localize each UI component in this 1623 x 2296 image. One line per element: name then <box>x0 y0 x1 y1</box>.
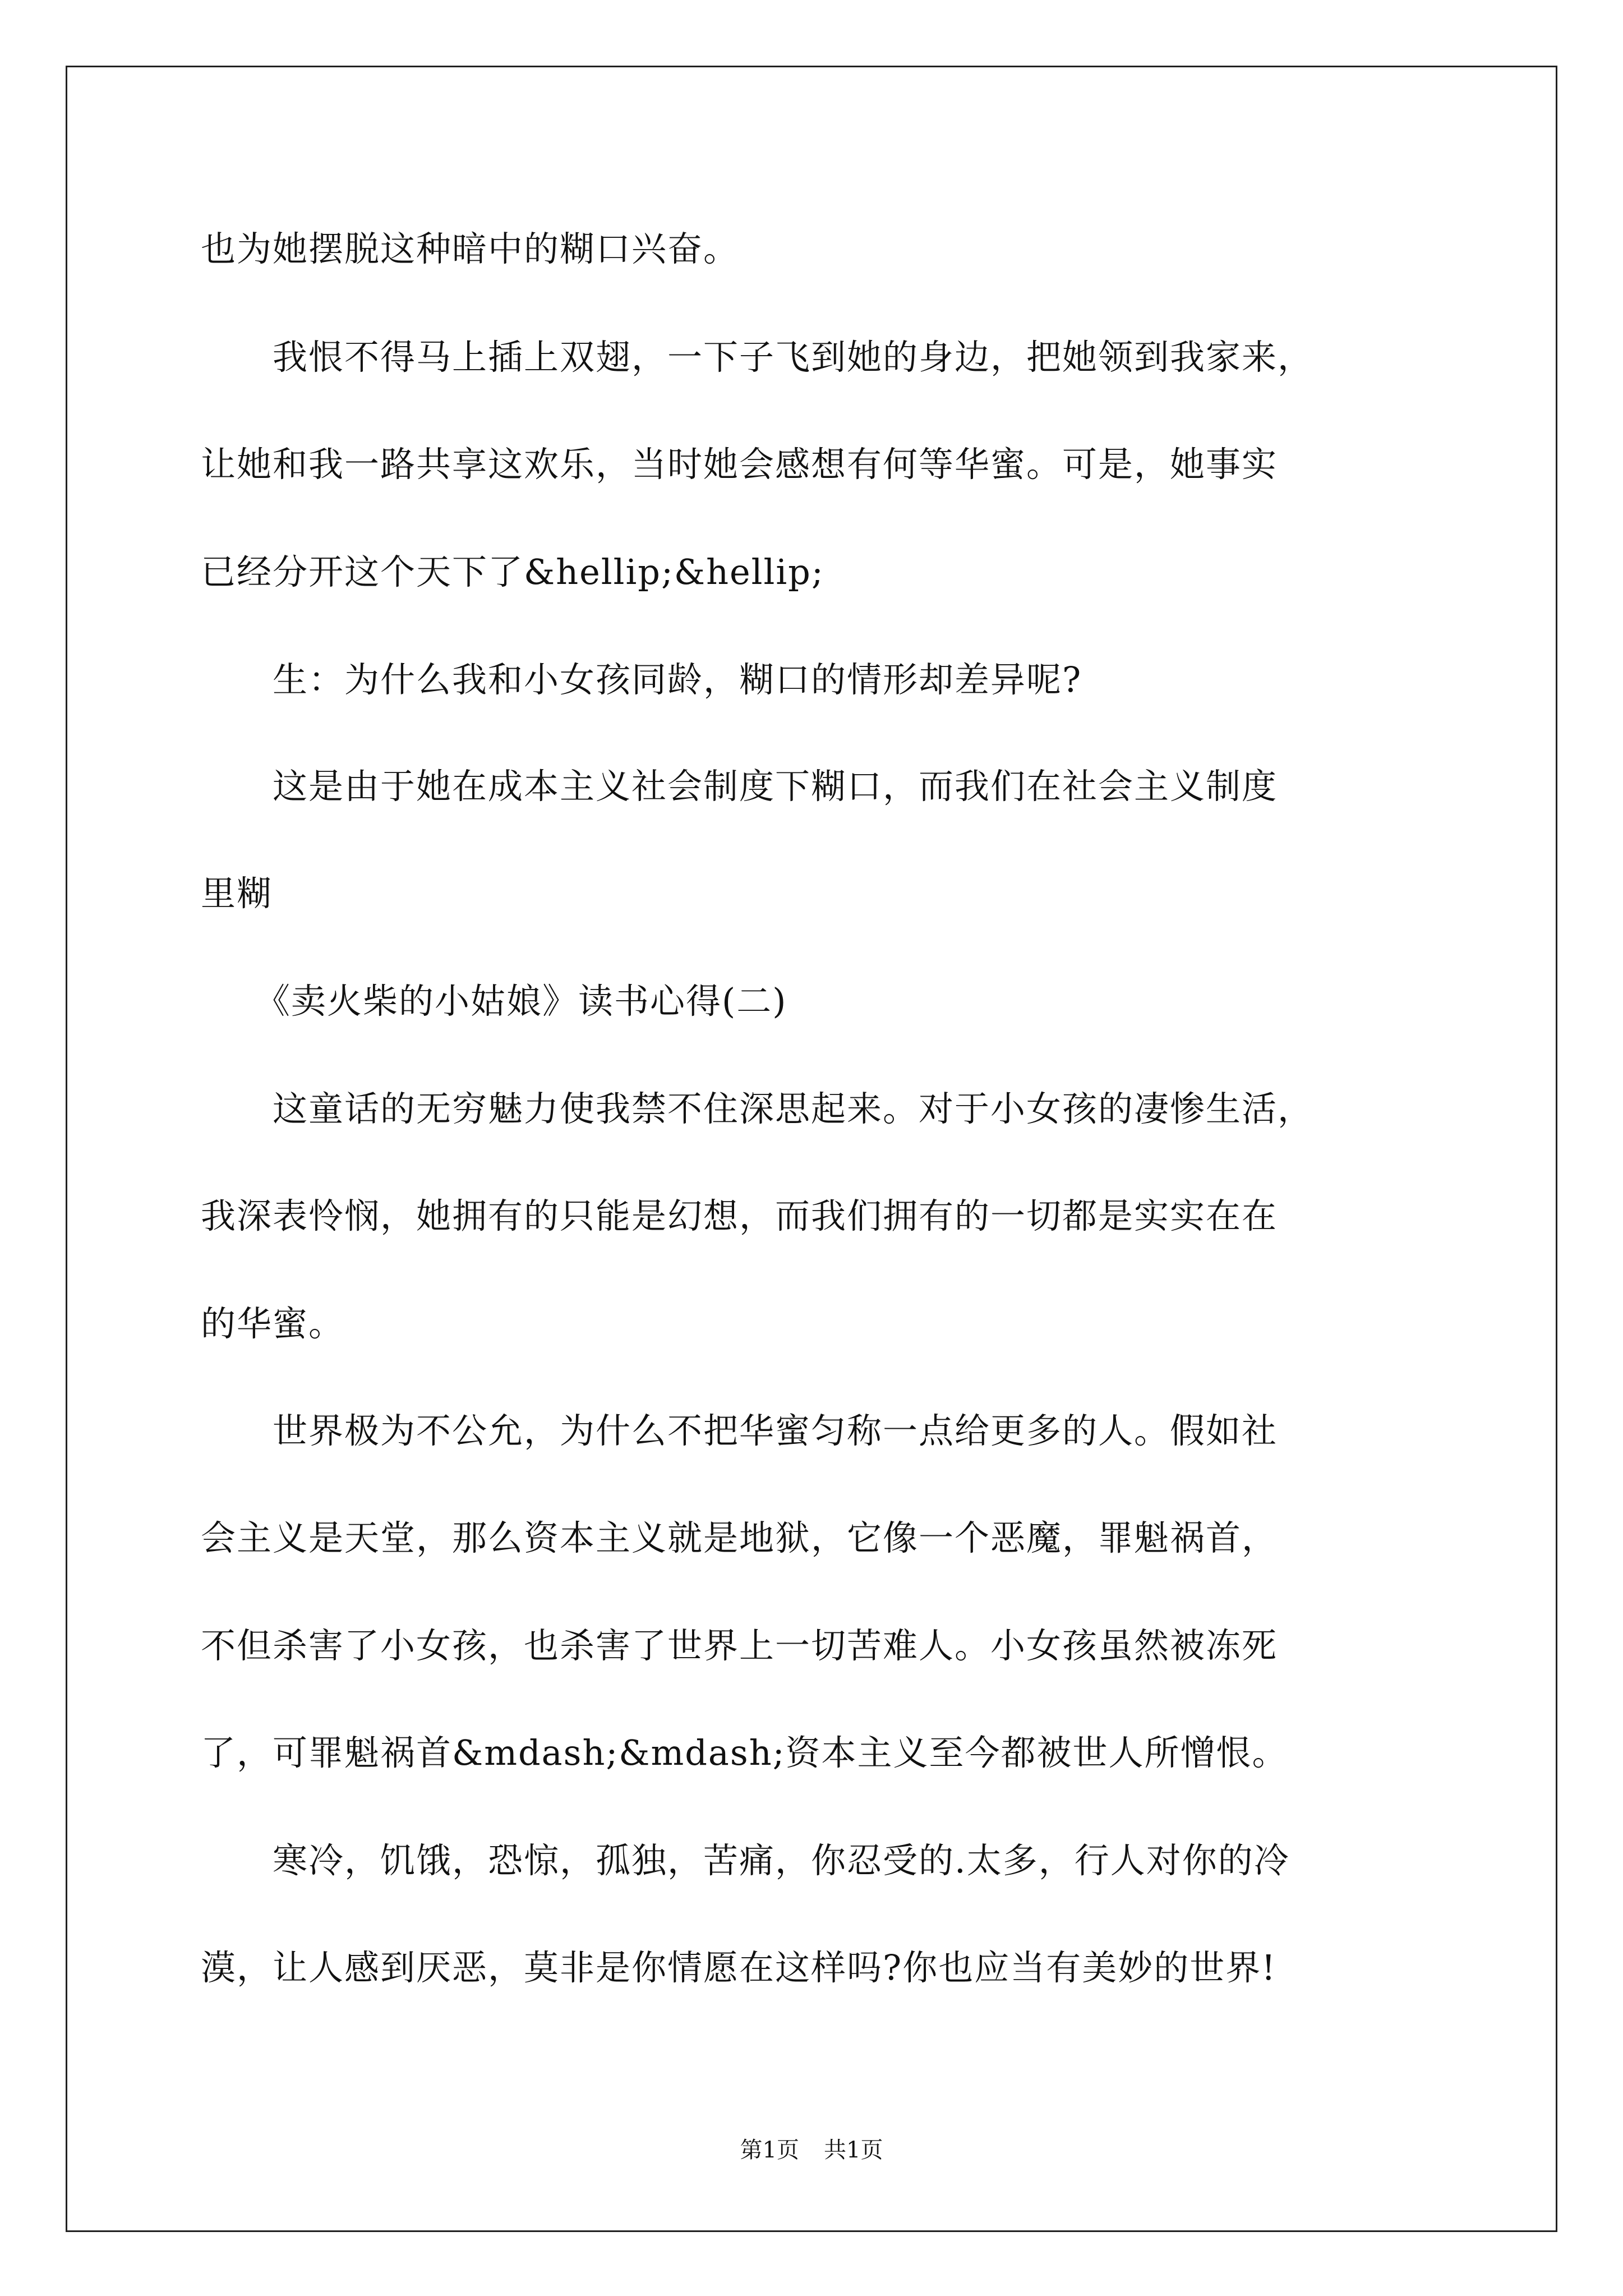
text-line-11: 的华蜜。 <box>201 1303 345 1344</box>
text-line-10: 我深表怜悯，她拥有的只能是幻想，而我们拥有的一切都是实实在在 <box>201 1195 1278 1236</box>
text-line-16: 寒冷，饥饿，恐惊，孤独，苦痛，你忍受的.太多，行人对你的冷 <box>201 1840 1290 1881</box>
text-line-13: 会主义是天堂，那么资本主义就是地狱，它像一个恶魔，罪魁祸首， <box>201 1517 1278 1558</box>
text-line-15: 了，可罪魁祸首&mdash;&mdash;资本主义至今都被世人所憎恨。 <box>201 1732 1288 1773</box>
page-number: 第1页 <box>740 2137 799 2163</box>
text-line-17: 漠，让人感到厌恶，莫非是你情愿在这样吗?你也应当有美妙的世界! <box>201 1947 1277 1988</box>
text-line-4: 已经分开这个天下了&hellip;&hellip; <box>201 551 824 592</box>
text-line-6: 这是由于她在成本主义社会制度下糊口，而我们在社会主义制度 <box>201 766 1278 807</box>
page-footer <box>0 2136 1623 2164</box>
text-line-5: 生：为什么我和小女孩同龄，糊口的情形却差异呢? <box>201 659 1082 700</box>
section-heading: 《卖火柴的小姑娘》读书心得(二) <box>201 981 787 1022</box>
text-line-7: 里糊 <box>201 873 273 914</box>
text-line-2: 我恨不得马上插上双翅，一下子飞到她的身边，把她领到我家来， <box>201 337 1314 378</box>
page-total: 共1页 <box>824 2137 883 2163</box>
text-line-1: 也为她摆脱这种暗中的糊口兴奋。 <box>201 228 740 269</box>
text-line-14: 不但杀害了小女孩，也杀害了世界上一切苦难人。小女孩虽然被冻死 <box>201 1625 1278 1666</box>
text-line-12: 世界极为不公允，为什么不把华蜜匀称一点给更多的人。假如社 <box>201 1410 1278 1451</box>
text-line-3: 让她和我一路共享这欢乐，当时她会感想有何等华蜜。可是，她事实 <box>201 444 1278 485</box>
text-line-9: 这童话的无穷魅力使我禁不住深思起来。对于小女孩的凄惨生活， <box>201 1088 1314 1129</box>
page-border <box>66 66 1557 2232</box>
